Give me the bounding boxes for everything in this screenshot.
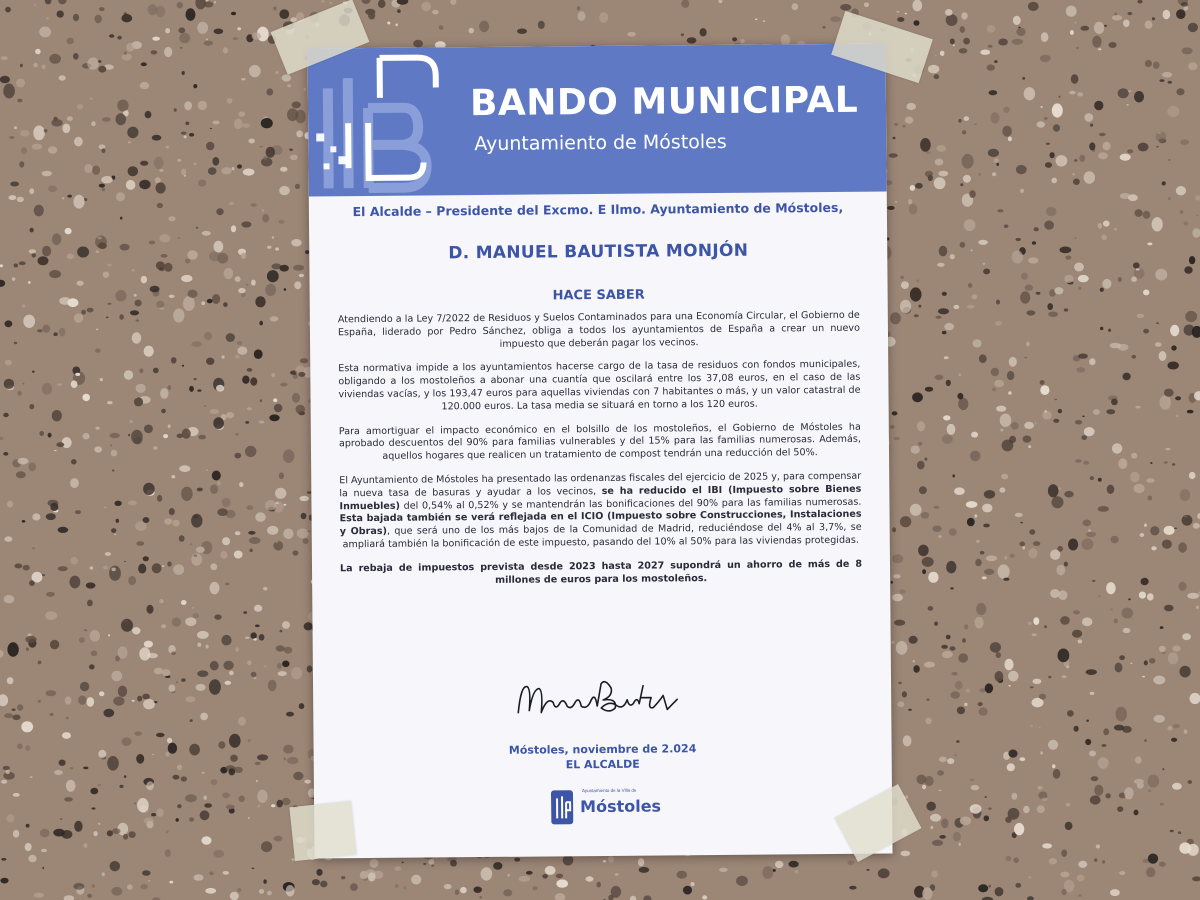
paragraph-4-part-e: , que será uno de los más bajos de la Comunidad de Madrid, reduciéndose del 4% al 3,7%, se ampliará también la bonificación de este impuesto, pasando del 10% al 50% para las viviendas protegidas. bbox=[342, 521, 862, 551]
bando-poster bbox=[307, 43, 892, 858]
paragraph-4-part-c: del 0,54% al 0,52% y se mantendrán las bonificaciones del 90% para las familias numerosas. bbox=[399, 496, 862, 512]
banner-subtitle: Ayuntamiento de Móstoles bbox=[474, 130, 727, 156]
logo-caption: Ayuntamiento de la Villa de bbox=[581, 787, 637, 794]
logo-name: Móstoles bbox=[580, 796, 662, 817]
paragraph-2: Esta normativa impide a los ayuntamientos hacerse cargo de la tasa de residuos con fondos municipales, obligando a los mostoleños a abonar una cuantía que oscilará entre los 37,08 euros, en el caso de las viviendas vacías, y los 193,47 euros para aquellas viviendas con 7 habitantes o más, y un valor catastral de 120.000 euros. La tasa media se situará en torno a los 120 euros. bbox=[338, 359, 861, 413]
hace-saber-heading: HACE SABER bbox=[552, 287, 645, 304]
poster-banner bbox=[307, 43, 886, 196]
paragraph-1: Atendiendo a la Ley 7/2022 de Residuos y Suelos Contaminados para una Economía Circular, el Gobierno de España, liderado por Pedro Sánchez, obliga a todos los ayuntamientos de España a crear un nuevo impuesto que deberán pagar los vecinos. bbox=[337, 309, 860, 350]
paragraph-3: Para amortiguar el impacto económico en el bolsillo de los mostoleños, el Gobierno de Móstoles ha aprobado descuentos del 90% para familias vulnerables y del 15% para las familias numerosas. Además, aquellos hogares que realicen un tratamiento de compost tendrán una reducción del 50%. bbox=[338, 421, 861, 463]
place-date: Móstoles, noviembre de 2.024 bbox=[508, 742, 697, 757]
proclamation-body bbox=[338, 310, 862, 600]
mayor-signature bbox=[513, 673, 683, 724]
banner-title: BANDO MUNICIPAL bbox=[469, 79, 859, 125]
paragraph-4-part-a: El Ayuntamiento de Móstoles ha presentado las ordenanzas fiscales del ejercicio de 2025 y, para compensar la nueva tasa de basuras y ayudar a los vecinos, bbox=[339, 470, 862, 500]
mayor-name: D. MANUEL BAUTISTA MONJÓN bbox=[448, 240, 749, 264]
paragraph-4-ibi-bold: se ha reducido el IBI (Impuesto sobre Bienes Inmuebles) bbox=[339, 483, 862, 512]
paragraph-4 bbox=[339, 471, 862, 552]
signer-role: EL ALCALDE bbox=[565, 757, 640, 772]
alcalde-heading: El Alcalde – Presidente del Excmo. E Ilmo. Ayuntamiento de Móstoles, bbox=[352, 199, 844, 220]
tape-bottom-left bbox=[289, 801, 356, 861]
paragraph-5: La rebaja de impuestos prevista desde 2023 hasta 2027 supondrá un ahorro de más de 8 millones de euros para los mostoleños. bbox=[339, 558, 863, 586]
mostoles-emblem-icon bbox=[307, 47, 468, 196]
paragraph-4-icio-bold: Esta bajada también se verá reflejada en el ICIO (Impuesto sobre Construcciones, Instalaciones y Obras) bbox=[339, 509, 862, 538]
